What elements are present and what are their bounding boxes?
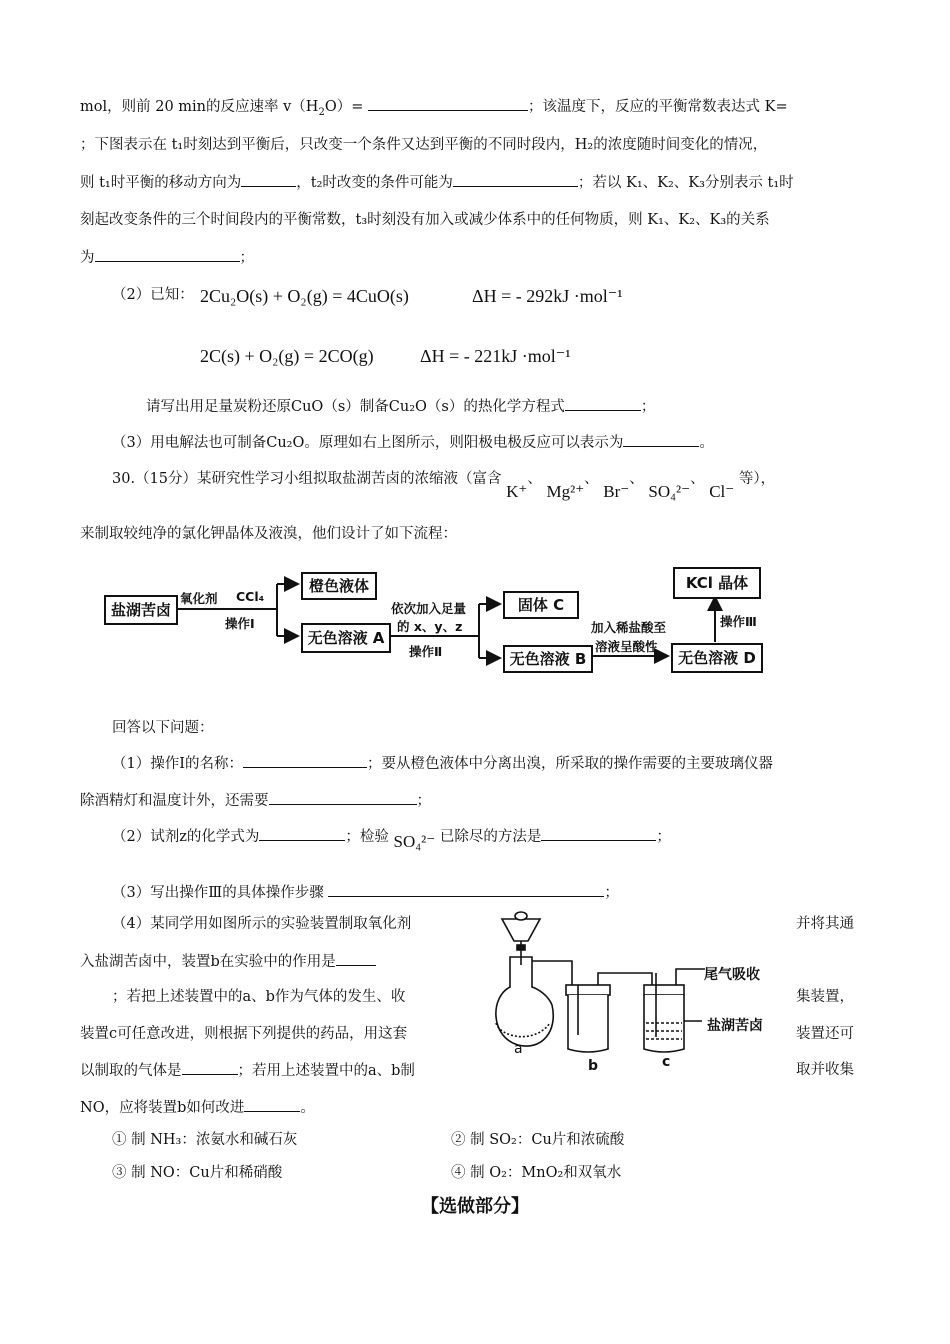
text-line-19 bbox=[80, 1097, 315, 1118]
text-line-16b: 集装置， bbox=[796, 989, 854, 1005]
flow-label-ccl4: CCl₄ bbox=[236, 589, 265, 604]
text-op1-name: （1）操作Ⅰ的名称： bbox=[112, 756, 243, 772]
text-line-1: mol，则前 20 min的反应速率 $v(H_2O)=$ ；该温度下，反应的平衡常数表达式 K= bbox=[80, 96, 788, 123]
text-k-intro: ；若以 K₁、K₂、K₃分别表示 t₁时 bbox=[577, 175, 794, 191]
label-a: a bbox=[514, 1041, 523, 1057]
flow-box-solution-b: 无色溶液 B bbox=[503, 645, 593, 673]
text-gas: 以制取的气体是 bbox=[80, 1063, 182, 1079]
text-line-13 bbox=[112, 882, 619, 903]
flow-label-acidic: 溶液呈酸性 bbox=[595, 639, 658, 654]
answer-blank[interactable] bbox=[269, 790, 417, 805]
answer-blank[interactable] bbox=[182, 1060, 238, 1075]
answer-blank[interactable] bbox=[328, 882, 604, 897]
flow-box-solution-d: 无色溶液 D bbox=[671, 643, 763, 673]
text-line-14b: 并将其通 bbox=[796, 916, 854, 932]
text-semicolon: ； bbox=[640, 399, 656, 415]
flow-box-kcl-crystal: KCl 晶体 bbox=[673, 567, 761, 599]
q30-intro: 30.（15分）某研究性学习小组拟取盐湖苦卤的浓缩液（富含 bbox=[112, 471, 502, 487]
label-tail-gas: 尾气吸收 bbox=[704, 967, 760, 983]
text-period: 。 bbox=[300, 1100, 315, 1116]
flow-box-solid-c: 固体 C bbox=[503, 591, 579, 619]
flow-label-op3: 操作Ⅲ bbox=[720, 614, 757, 629]
ion-so4-check: SO₄²⁻ bbox=[393, 832, 436, 851]
text-line-9: 回答以下问题： bbox=[112, 720, 214, 736]
q30-etc: 等）， bbox=[738, 471, 776, 487]
option-1: ① 制 NH₃：浓氨水和碱石灰 bbox=[112, 1132, 298, 1148]
text-line-17b: 装置还可 bbox=[796, 1026, 854, 1042]
text-device-b-role: 入盐湖苦卤中，装置b在实验中的作用是 bbox=[80, 954, 336, 970]
option-3: ③ 制 NO：Cu片和稀硝酸 bbox=[112, 1165, 283, 1181]
text-line-12 bbox=[112, 826, 671, 851]
answer-blank[interactable] bbox=[259, 826, 345, 841]
text-method: 已除尽的方法是 bbox=[439, 829, 542, 845]
equation-1: 2Cu₂O(s) + O₂(g) = 4CuO(s) bbox=[200, 286, 409, 306]
text-line-2: ；下图表示在 t₁时刻达到平衡后，只改变一个条件又达到平衡的不同时段内，H₂的浓度随时间变化的情况， bbox=[80, 137, 768, 153]
text-glassware: ；要从橙色液体中分离出溴，所采取的操作需要的主要玻璃仪器 bbox=[366, 756, 773, 772]
text-also-need: 除酒精灯和温度计外，还需要 bbox=[80, 793, 269, 809]
flow-label-add: 依次加入足量 bbox=[391, 601, 467, 616]
text-reagent-z: （2）试剂z的化学式为 bbox=[112, 829, 260, 845]
text-k-expr: ；该温度下，反应的平衡常数表达式 K= bbox=[528, 99, 788, 115]
ion-k: K⁺ bbox=[506, 482, 528, 501]
ion-cl: Cl⁻ bbox=[709, 482, 735, 501]
separator: 、 bbox=[527, 471, 542, 487]
text-ab-make: ；若用上述装置中的a、b制 bbox=[237, 1063, 415, 1079]
label-c: c bbox=[662, 1054, 671, 1070]
text-t2-condition: ，t₂时改变的条件可能为 bbox=[296, 175, 453, 191]
separator: 、 bbox=[584, 471, 599, 487]
equation-2: 2C(s) + O₂(g) = 2CO(g) bbox=[200, 346, 374, 366]
text-improve-b: NO，应将装置b如何改进 bbox=[80, 1100, 245, 1116]
flow-label-op2: 操作Ⅱ bbox=[409, 644, 443, 659]
answer-blank[interactable] bbox=[541, 826, 656, 841]
ion-mg: Mg²⁺ bbox=[546, 482, 585, 501]
flow-label-oxidant: 氧化剂 bbox=[180, 591, 218, 606]
flow-box-solution-a: 无色溶液 A bbox=[301, 623, 391, 653]
text-thermo-eq: 请写出用足量炭粉还原CuO（s）制备Cu₂O（s）的热化学方程式 bbox=[146, 399, 565, 415]
text-semicolon: ； bbox=[604, 885, 619, 901]
separator: 、 bbox=[629, 471, 644, 487]
flow-label-acid: 加入稀盐酸至 bbox=[591, 620, 667, 635]
text-line-17a: 装置c可任意改进，则根据下列提供的药品，用这套 bbox=[80, 1026, 408, 1042]
text-line-11 bbox=[80, 790, 431, 811]
text-line-14a: （4）某同学用如图所示的实验装置制取氧化剂 bbox=[112, 916, 412, 932]
answer-blank[interactable] bbox=[243, 753, 367, 768]
text-semicolon: ； bbox=[416, 793, 431, 809]
option-4: ④ 制 O₂：MnO₂和双氧水 bbox=[451, 1165, 622, 1181]
text-line-18a bbox=[80, 1060, 415, 1081]
separator: 、 bbox=[690, 471, 705, 487]
answer-blank[interactable] bbox=[244, 1097, 300, 1112]
ion-so4: SO₄²⁻ bbox=[648, 482, 691, 501]
equation-1-dh: ΔH = - 292kJ ·mol⁻¹ bbox=[472, 286, 623, 306]
answer-blank[interactable] bbox=[336, 951, 376, 966]
text-wei: 为 bbox=[80, 250, 95, 266]
text-shift-direction: 则 t₁时平衡的移动方向为 bbox=[80, 175, 242, 191]
text-line-18c: 取并收集 bbox=[796, 1062, 854, 1078]
apparatus-drawing bbox=[480, 905, 780, 1085]
text-line-10 bbox=[112, 753, 773, 774]
equation-2-dh: ΔH = - 221kJ ·mol⁻¹ bbox=[420, 346, 571, 366]
text-rate-intro: mol，则前 20 min的反应速率 v（H bbox=[80, 99, 319, 115]
text-electrolysis: （3）用电解法也可制备Cu₂O。原理如右上图所示，则阳极电极反应可以表示为 bbox=[112, 435, 624, 451]
label-b: b bbox=[588, 1058, 599, 1074]
text-line-16a: ；若把上述装置中的a、b作为气体的发生、收 bbox=[112, 989, 406, 1005]
text-line-8: 来制取较纯净的氯化钾晶体及液溴，他们设计了如下流程： bbox=[80, 526, 457, 542]
option-2: ② 制 SO₂：Cu片和浓硫酸 bbox=[451, 1132, 625, 1148]
label-brine: 盐湖苦卤 bbox=[707, 1018, 763, 1034]
text-check: ；检验 bbox=[345, 829, 389, 845]
flow-label-op1: 操作Ⅰ bbox=[225, 616, 255, 631]
text-period: 。 bbox=[699, 435, 714, 451]
text-op3-steps: （3）写出操作Ⅲ的具体操作步骤 bbox=[112, 885, 324, 901]
flow-box-orange-liquid: 橙色液体 bbox=[301, 572, 377, 600]
text-rate-eq: O）= bbox=[324, 99, 364, 115]
flow-box-brine: 盐湖苦卤 bbox=[104, 595, 178, 625]
flow-label-xyz: 的 x、y、z bbox=[397, 619, 463, 634]
q2-label: （2）已知： bbox=[112, 287, 194, 303]
section-title: 【选做部分】 bbox=[421, 1196, 529, 1217]
text-line-15 bbox=[80, 951, 376, 972]
ion-br: Br⁻ bbox=[603, 482, 630, 501]
text-line-4: 刻起改变条件的三个时间段内的平衡常数，t₃时刻没有加入或减少体系中的任何物质，则 K₁、K₂、K₃的关系 bbox=[80, 212, 770, 228]
text-semicolon: ； bbox=[239, 250, 254, 266]
text-semicolon: ； bbox=[656, 829, 671, 845]
